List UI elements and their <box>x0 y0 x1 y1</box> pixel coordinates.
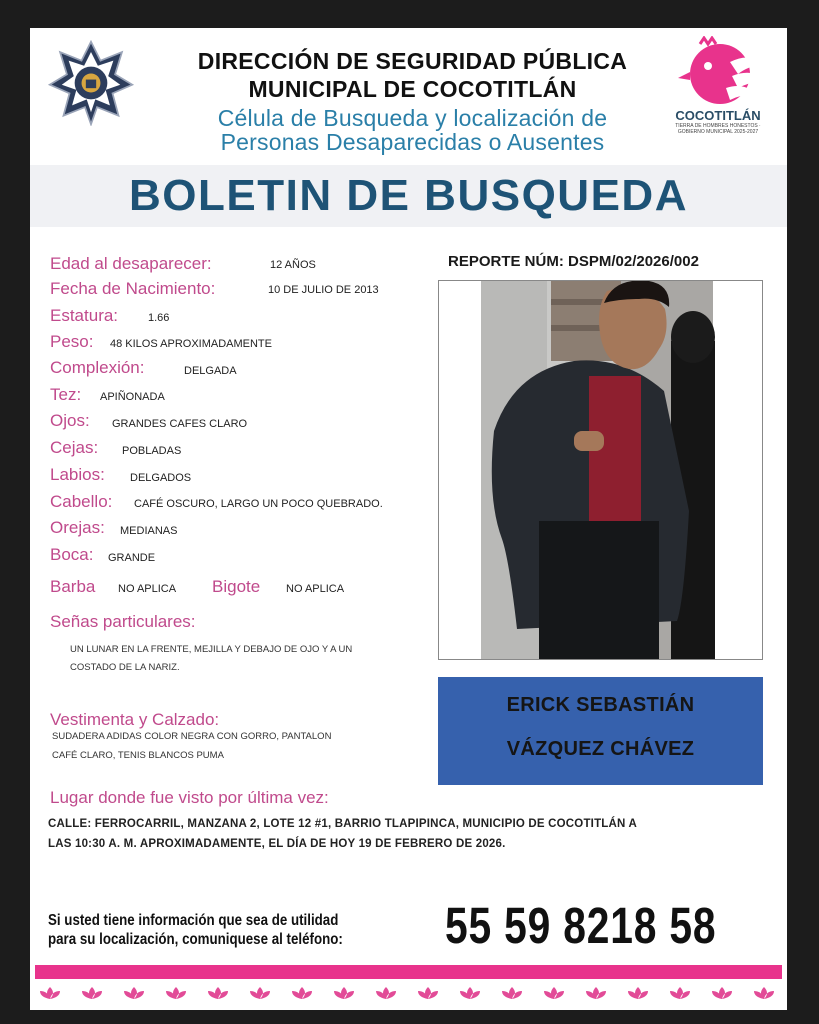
lugar-label: Lugar donde fue visto por última vez: <box>50 788 329 807</box>
field-value-complexion: DELGADA <box>184 365 237 377</box>
police-badge-icon <box>48 40 134 126</box>
lugar-line-2: LAS 10:30 A. M. APROXIMADAMENTE, EL DÍA DE HOY 19 DE FEBRERO DE 2026. <box>48 838 506 850</box>
report-number: REPORTE NÚM: DSPM/02/2026/002 <box>448 253 699 270</box>
field-label-nacimiento: Fecha de Nacimiento: <box>50 279 216 298</box>
senas-label: Señas particulares: <box>50 612 196 631</box>
field-value-peso: 48 KILOS APROXIMADAMENTE <box>110 338 272 350</box>
field-value-nacimiento: 10 DE JULIO DE 2013 <box>268 284 379 296</box>
field-label-peso: Peso: <box>50 332 94 351</box>
bulletin-title: BOLETIN DE BUSQUEDA <box>129 171 688 220</box>
vestimenta-line-2: CAFÉ CLARO, TENIS BLANCOS PUMA <box>52 750 224 761</box>
field-value-cejas: POBLADAS <box>122 445 182 457</box>
field-label-tez: Tez: <box>50 385 82 404</box>
contact-phone: 55 59 8218 58 <box>445 897 717 954</box>
field-label-boca: Boca: <box>50 545 94 564</box>
search-bulletin <box>30 28 787 1010</box>
field-label-cejas: Cejas: <box>50 438 99 457</box>
lugar-line-1: CALLE: FERROCARRIL, MANZANA 2, LOTE 12 #1, BARRIO TLAPIPINCA, MUNICIPIO DE COCOTITLÁN A <box>48 818 638 830</box>
field-value-barba: NO APLICA <box>118 583 177 595</box>
footer-pink-bar <box>35 965 782 979</box>
field-label-ojos: Ojos: <box>50 411 90 430</box>
field-label-barba: Barba <box>50 577 96 596</box>
missing-person-photo <box>438 280 763 660</box>
field-value-orejas: MEDIANAS <box>120 525 178 537</box>
flower-border-icon <box>36 983 781 1003</box>
header-subtitle-1: Célula de Busqueda y localización de <box>217 105 608 131</box>
header-line-2: MUNICIPAL DE COCOTITLÁN <box>248 76 577 102</box>
field-value-cabello: CAFÉ OSCURO, LARGO UN POCO QUEBRADO. <box>134 498 383 510</box>
header-subtitle-2: Personas Desaparecidas o Ausentes <box>220 129 605 155</box>
senas-line-2: COSTADO DE LA NARIZ. <box>70 662 180 673</box>
senas-line-1: UN LUNAR EN LA FRENTE, MEJILLA Y DEBAJO DE OJO Y A UN <box>70 644 353 655</box>
field-value-edad: 12 AÑOS <box>270 259 316 271</box>
logo-name: COCOTITLÁN <box>675 108 761 123</box>
field-label-estatura: Estatura: <box>50 306 119 325</box>
contact-info <box>48 911 343 949</box>
field-label-edad: Edad al desaparecer: <box>50 254 212 273</box>
contact-line-2: para su localización, comuniquese al teléfono: <box>48 931 343 948</box>
field-label-cabello: Cabello: <box>50 492 113 511</box>
person-last-name: VÁZQUEZ CHÁVEZ <box>506 738 695 760</box>
field-value-tez: APIÑONADA <box>100 391 165 403</box>
field-label-labios: Labios: <box>50 465 105 484</box>
field-value-estatura: 1.66 <box>148 312 170 324</box>
field-value-boca: GRANDE <box>108 552 156 564</box>
contact-line-1: Si usted tiene información que sea de utilidad <box>48 912 339 929</box>
field-label-complexion: Complexión: <box>50 358 145 377</box>
missing-person-photo-image <box>439 281 763 660</box>
field-label-orejas: Orejas: <box>50 518 105 537</box>
field-value-labios: DELGADOS <box>130 472 192 484</box>
vestimenta-line-1: SUDADERA ADIDAS COLOR NEGRA CON GORRO, PANTALON <box>52 731 332 742</box>
vestimenta-label: Vestimenta y Calzado: <box>50 710 220 729</box>
header-line-1: DIRECCIÓN DE SEGURIDAD PÚBLICA <box>197 48 628 74</box>
field-label-bigote: Bigote <box>212 577 261 596</box>
field-value-bigote: NO APLICA <box>286 583 345 595</box>
logo-subtitle: TIERRA DE HOMBRES HONESTOS · GOBIERNO MUNICIPAL 2025-2027 <box>675 123 761 135</box>
field-value-ojos: GRANDES CAFES CLARO <box>112 418 248 430</box>
person-first-name: ERICK SEBASTIÁN <box>506 694 695 716</box>
